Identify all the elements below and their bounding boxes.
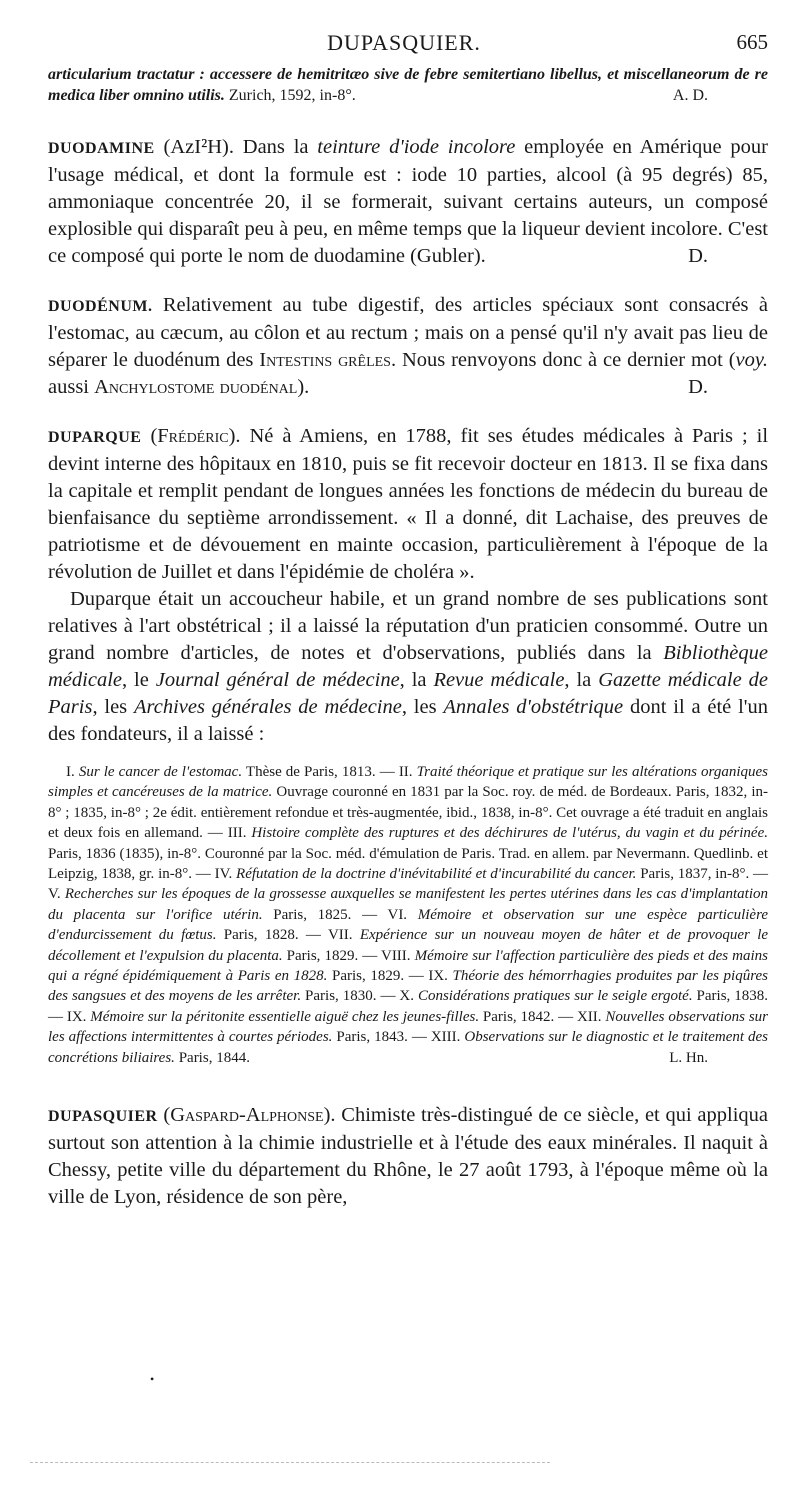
continuation-rest: Zurich, 1592, in-8°.	[224, 87, 356, 104]
bibliography-item-number: V.	[48, 886, 65, 903]
bibliography-item-number: IX.	[428, 968, 453, 985]
entry-dupasquier: DUPASQUIER (Gaspard-Alphonse). Chimiste très-distingué de ce siècle, et qui appliqua surtout son attention à la chimie industrielle et à l'étude des eaux minérales. Il naquit à Chessy, petite ville du département du Rhône, le 27 août 1793, à l'époque même où la ville de Lyon, résidence de son père,	[48, 1104, 768, 1209]
bottom-mark: •	[150, 1372, 155, 1386]
bibliography-item-details: Ouvrage couronné en 1831 par la Soc. roy. de méd. de Bordeaux. Paris, 1832, in-8° ; 1835, in-8° ; 2e édit. entièrement refondue et très-augmentée, ibid., 1838, in-8°. Cet ouvrage a été traduit en anglais et deux fois en allemand. —	[48, 784, 768, 842]
cross-reference: Intestins grêles	[259, 349, 391, 371]
bibliography-item-number: XIII.	[430, 1029, 465, 1046]
bibliography-signature: L. Hn.	[669, 1049, 708, 1066]
bibliography-item-details: Paris, 1836 (1835), in-8°. Couronné par la Soc. méd. d'émulation de Paris. Trad. en allem. par Nevermann. Quedlinb. et Leipzig, 1838, gr. in-8°. —	[48, 845, 768, 883]
headword-dupasquier: DUPASQUIER	[48, 1108, 158, 1126]
entry-duodenum	[48, 292, 768, 401]
continuation-paragraph	[48, 64, 768, 106]
bibliography-item-title: Nouvelles observations sur les affections intermittentes à courtes périodes.	[48, 1008, 769, 1046]
entry-duodamine	[48, 134, 768, 270]
bibliography-item-title: Réfutation de la doctrine d'inévitabilité et d'incurabilité du cancer.	[236, 866, 637, 883]
bibliography-item-number: VII.	[327, 927, 360, 944]
entry-italic: voy.	[735, 349, 768, 371]
running-header	[40, 30, 768, 56]
entry-text: (AzI²H). Dans la	[154, 136, 318, 158]
bibliography-item-title: Sur le cancer de l'estomac.	[78, 764, 243, 780]
bibliography-item-title: Expérience sur un nouveau moyen de hâter et de provoquer le décollement et l'expulsion du placenta.	[48, 927, 769, 964]
bibliography-item-title: Histoire complète des ruptures et des déchirures de l'utérus, du vagin et du périnée.	[251, 825, 768, 842]
person-name: Frédéric	[157, 425, 229, 447]
entry-text: , la	[564, 669, 599, 691]
bibliography-item-title: Théorie des hémorrhagies produites par les piqûres des sangsues et des moyens de les arrêter.	[48, 968, 769, 1005]
running-title: DUPASQUIER.	[327, 30, 481, 55]
entry-text: . Nous renvoyons donc à ce dernier mot (	[390, 349, 736, 371]
bibliography-item-title: Recherches sur les époques de la grossesse auxquelles se manifestent les pertes utérines dans les cas d'implantation du placenta sur l'orifice utérin.	[48, 886, 768, 923]
bibliography-item-number: VIII.	[380, 947, 415, 964]
headword-duodamine: DUODAMINE	[48, 140, 155, 157]
bibliography-item-title: Observations sur le diagnostic et le traitement des concrétions biliaires.	[48, 1029, 768, 1066]
headword-duparque: DUPARQUE	[48, 429, 142, 446]
bibliography-item-details: Paris, 1843. —	[332, 1029, 431, 1046]
entry-text: ). Né à Amiens, en 1788, fit ses études médicales à Paris ; il devint interne des hôpitaux en 1810, puis se fit recevoir docteur en 1813. Il se fixa dans la capitale et remplit pendant de longues années les fonctions de médecin du bureau de bienfaisance du septième arrondissement. « Il a donné, dit Lachaise, des preuves de patriotisme et de dévouement en mainte occasion, particulièrement à l'époque de la révolution de Juillet et dans l'épidémie de choléra ».	[48, 425, 769, 583]
entry-text: , la	[399, 669, 434, 691]
journal-title: Revue médicale	[433, 669, 565, 691]
bibliography	[48, 762, 768, 1068]
bibliography-item-title: Traité théorique et pratique sur les altérations organiques simples et cancéreuses de la matrice.	[48, 764, 768, 801]
bibliography-item-number: III.	[227, 825, 252, 842]
headword-duodenum: DUODÉNUM.	[48, 298, 153, 315]
bibliography-item-details: Paris, 1842. —	[479, 1008, 577, 1025]
entry-italic: teinture d'iode incolore	[317, 136, 516, 158]
journal-title: Bibliothèque médicale	[48, 642, 768, 691]
bibliography-item-details: Paris, 1844.	[174, 1049, 250, 1066]
entry-text: , les	[92, 696, 134, 718]
bottom-rule	[30, 1462, 550, 1463]
entry-text: dont il a été l'un des fondateurs, il a laissé :	[48, 696, 768, 745]
cross-reference: Anchylostome duodénal	[94, 376, 298, 398]
signature: D.	[688, 376, 708, 398]
bibliography-item-details: Paris, 1825. —	[262, 906, 388, 923]
bibliography-item-number: I.	[66, 764, 79, 780]
entry-text: , les	[401, 696, 444, 718]
bibliography-item-title: Mémoire et observation sur une espèce particulière d'endurcissement du fœtus.	[48, 906, 769, 944]
continuation-italic: articularium tractatur : accessere de hemitritæo sive de febre semitertiano libellus, et miscellaneorum de re medica liber omnino utilis.	[48, 66, 768, 104]
journal-title: Archives générales de médecine	[133, 696, 402, 718]
bibliography-item-number: IV.	[214, 866, 237, 883]
bibliography-item-title: Considérations pratiques sur le seigle ergoté.	[417, 988, 693, 1005]
bibliography-item-title: Mémoire sur l'affection particulière des pieds et des mains qui a régné épidémiquement à Paris en 1828.	[48, 947, 768, 985]
bibliography-item-number: X.	[399, 988, 418, 1005]
person-name: Gaspard-Alphonse	[170, 1104, 324, 1127]
paragraph-duparque-works	[48, 586, 768, 748]
bibliography-item-title: Mémoire sur la péritonite essentielle aiguë chez les jeunes-filles.	[90, 1008, 480, 1025]
entry-text: ). Chimiste très-distingué de ce siècle, et qui appliqua surtout son attention à la chimie industrielle et à l'étude des eaux minérales. Il naquit à Chessy, petite ville du département du Rhône, le 27 août 1793, à l'époque même où la ville de Lyon, résidence de son père,	[48, 1104, 768, 1209]
signature: D.	[688, 245, 708, 267]
entry-text: ).	[297, 376, 310, 398]
entry-duparque: DUPARQUE (Frédéric). Né à Amiens, en 1788, fit ses études médicales à Paris ; il devint interne des hôpitaux en 1810, puis se fit recevoir docteur en 1813. Il se fixa dans la capitale et remplit pendant de longues années les fonctions de médecin du bureau de bienfaisance du septième arrondissement. « Il a donné, dit Lachaise, des preuves de patriotisme et de dévouement en mainte occasion, particulièrement à l'époque de la révolution de Juillet et dans l'épidémie de choléra ».	[48, 425, 769, 583]
bibliography-item-number: XII.	[576, 1008, 606, 1025]
entry-text: Duparque était un accoucheur habile, et un grand nombre de ses publications sont relatives à l'art obstétrical ; il a laissé la réputation d'un praticien consommé. Outre un grand nombre d'articles, de notes et d'observations, publiés dans la	[48, 588, 768, 664]
bibliography-item-details: Thèse de Paris, 1813. —	[242, 764, 399, 780]
entry-text: , le	[122, 669, 156, 691]
bibliography-item-number: IX.	[66, 1008, 91, 1025]
bibliography-item-details: Paris, 1829. —	[327, 968, 429, 985]
entry-text: Relativement au tube digestif, des articles spéciaux sont consacrés à l'estomac, au cæcum, au côlon et au rectum ; mais on a pensé qu'il n'y avait pas lieu de séparer le duodénum des	[48, 294, 768, 371]
entry-text: employée en Amérique pour l'usage médical, et dont la formule est : iode 10 parties, alcool (à 95 degrés) 85, ammoniaque concentrée 20, il se formerait, suivant certains auteurs, un composé explosible qui disparaît peu à peu, en même temps que la liqueur devient incolore. C'est ce composé qui porte le nom de duodamine (Gubler).	[48, 136, 768, 267]
continuation-signature: A. D.	[672, 87, 708, 104]
bibliography-item-details: Paris, 1829. —	[282, 947, 381, 964]
bibliography-item-number: II.	[398, 764, 417, 780]
page-body	[48, 64, 768, 1211]
bibliography-item-details: Paris, 1838. —	[48, 988, 769, 1025]
bibliography-item-number: VI.	[387, 906, 418, 923]
journal-title: Annales d'obstétrique	[443, 696, 624, 718]
bibliography-item-details: Paris, 1828. —	[216, 927, 328, 944]
bibliography-item-details: Paris, 1830. —	[301, 988, 400, 1005]
journal-title: Journal général de médecine	[155, 669, 400, 691]
entry-text: aussi	[48, 376, 95, 398]
page-number: 665	[736, 30, 768, 54]
bibliography-item-details: Paris, 1837, in-8°. —	[636, 866, 768, 883]
journal-title: Gazette médicale de Paris	[48, 669, 768, 718]
